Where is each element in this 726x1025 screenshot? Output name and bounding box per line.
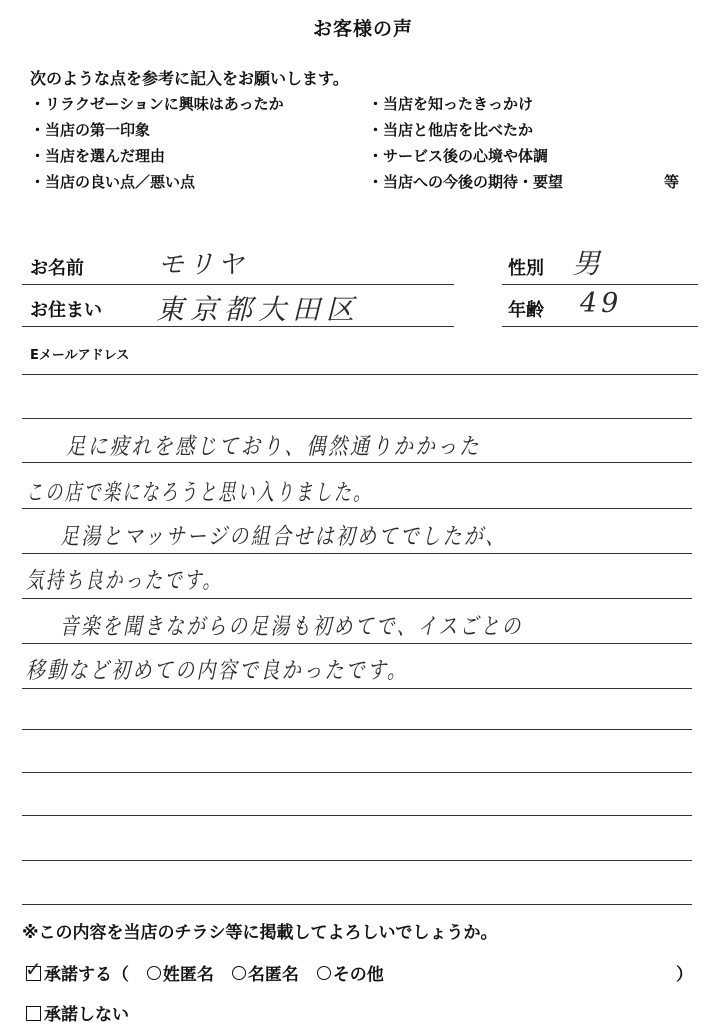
writing-rule xyxy=(22,815,692,816)
option-label: 名匿名 xyxy=(247,965,299,985)
radio-circle-icon xyxy=(232,966,246,980)
comment-line: 足に疲れを感じており、偶然通りかかった xyxy=(66,434,481,460)
comment-line: この店で楽になろうと思い入りました。 xyxy=(26,480,373,506)
comment-line: 気持ち良かったです。 xyxy=(26,568,223,594)
agree-label: 承諾する（ xyxy=(44,965,129,985)
address-underline xyxy=(22,326,454,327)
name-label: お名前 xyxy=(30,258,84,279)
prompt-item: ・リラクゼーションに興味はあったか xyxy=(30,95,284,113)
option-label: 姓匿名 xyxy=(162,965,214,985)
gender-underline xyxy=(502,284,698,285)
name-value[interactable]: モリヤ xyxy=(158,250,248,280)
option-other[interactable] xyxy=(317,965,384,985)
disagree-checkbox[interactable] xyxy=(26,1006,41,1021)
writing-rule xyxy=(22,553,692,554)
prompt-item: ・当店を選んだ理由 xyxy=(30,147,166,165)
option-label: その他 xyxy=(332,965,384,985)
name-underline xyxy=(22,284,454,285)
writing-rule xyxy=(22,508,692,509)
address-label: お住まい xyxy=(30,300,102,321)
prompt-item: ・サービス後の心境や体調 xyxy=(368,147,549,165)
comment-line: 移動など初めての内容で良かったです。 xyxy=(26,658,409,684)
gender-value[interactable]: 男 xyxy=(572,247,605,280)
writing-rule xyxy=(22,643,692,644)
instructions: 次のような点を参考に記入をお願いします。 xyxy=(30,69,349,88)
prompt-etc: 等 xyxy=(664,173,680,191)
checkmark-icon: ✓ xyxy=(25,957,42,981)
radio-circle-icon xyxy=(147,966,161,980)
agree-checkbox[interactable] xyxy=(25,957,42,981)
disagree-label: 承諾しない xyxy=(44,1005,129,1025)
writing-rule xyxy=(22,772,692,773)
writing-rule xyxy=(22,688,692,689)
address-value[interactable]: 東京都大田区 xyxy=(156,293,361,326)
consent-agree-row xyxy=(25,957,384,985)
age-value[interactable]: 49 xyxy=(580,288,623,319)
comment-line: 足湯とマッサージの組合せは初めてでしたが、 xyxy=(60,524,507,550)
writing-rule xyxy=(22,860,692,861)
gender-label: 性別 xyxy=(508,258,544,279)
writing-rule xyxy=(22,904,692,905)
form-title: お客様の声 xyxy=(312,18,413,40)
prompt-item: ・当店の第一印象 xyxy=(30,121,151,139)
radio-circle-icon xyxy=(317,966,331,980)
prompt-item: ・当店の良い点／悪い点 xyxy=(30,173,196,191)
consent-question: ※この内容を当店のチラシ等に掲載してよろしいでしょうか。 xyxy=(22,923,498,943)
consent-disagree-row xyxy=(26,1000,129,1025)
prompt-item: ・当店を知ったきっかけ xyxy=(368,95,534,113)
age-label: 年齢 xyxy=(508,300,544,321)
prompt-item: ・当店と他店を比べたか xyxy=(368,121,534,139)
writing-rule xyxy=(22,729,692,730)
comment-line: 音楽を聞きながらの足湯も初めてで、イスごとの xyxy=(60,614,523,640)
option-surname-anonymous[interactable] xyxy=(147,965,214,985)
writing-rule xyxy=(22,598,692,599)
prompt-item: ・当店への今後の期待・要望 xyxy=(368,173,564,191)
age-underline xyxy=(502,326,698,327)
close-paren: ） xyxy=(676,965,693,985)
writing-rule xyxy=(22,418,692,419)
option-givenname-anonymous[interactable] xyxy=(232,965,299,985)
email-label: Eメールアドレス xyxy=(30,348,130,363)
email-underline xyxy=(22,374,698,375)
writing-rule xyxy=(22,462,692,463)
